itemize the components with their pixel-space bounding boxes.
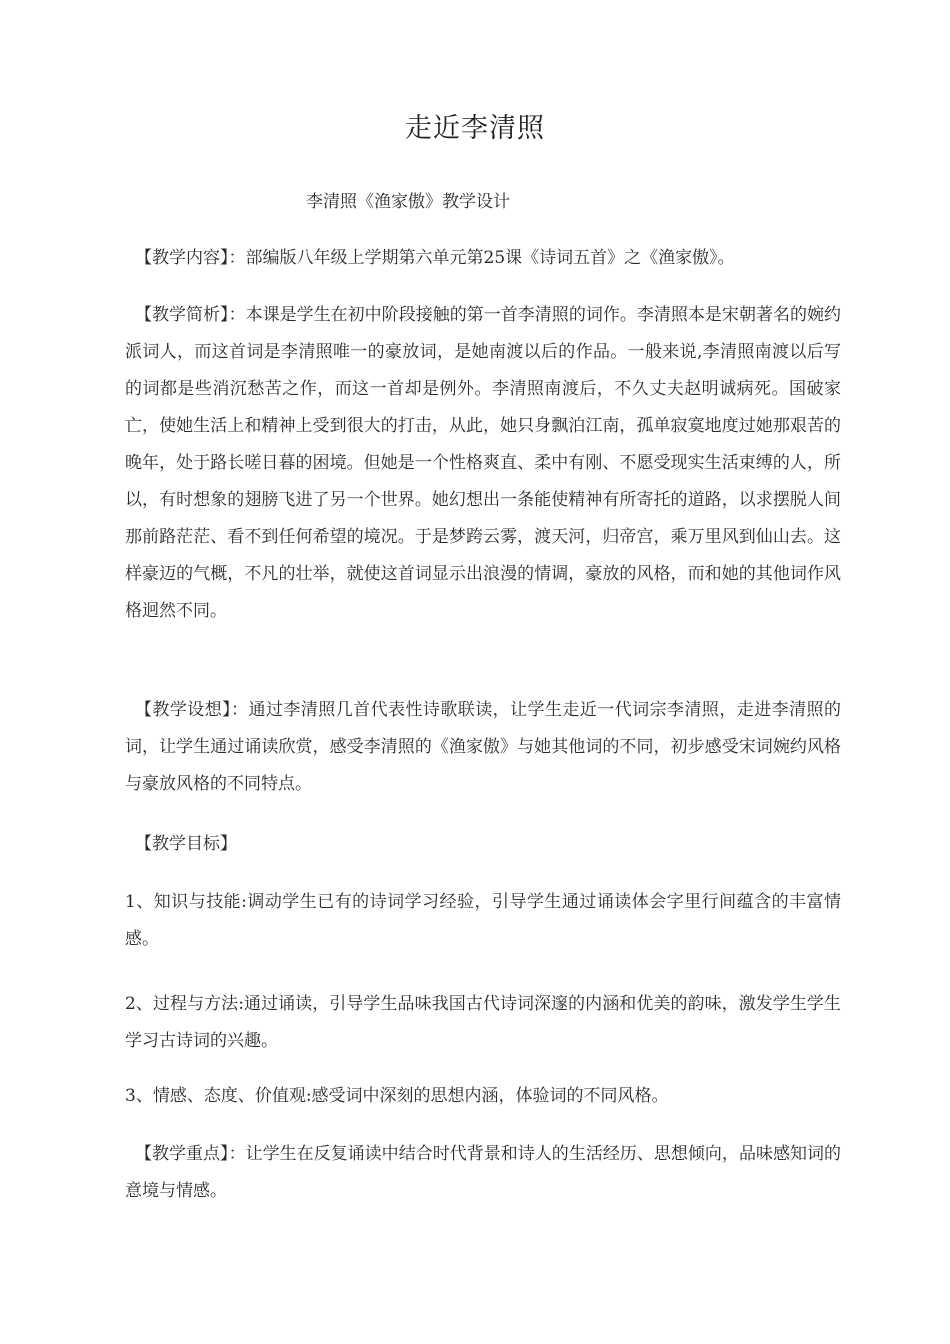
teaching-idea-paragraph — [125, 692, 841, 803]
document-title: 走近李清照 — [405, 113, 545, 144]
teaching-analysis-text: ：本课是学生在初中阶段接触的第一首李清照的词作。李清照本是宋朝著名的婉约派词人，而这首词是李清照唯一的豪放词，是她南渡以后的作品。一般来说,李清照南渡以后写的词都是些消沉愁苦之作，而这一首却是例外。李清照南渡后，不久丈夫赵明诚病死。国破家亡，使她生活上和精神上受到很大的打击，从此，她只身飘泊江南，孤单寂寞地度过她那艰苦的晚年，处于路长嗟日暮的困境。但她是一个性格爽直、柔中有刚、不愿受现实生活束缚的人，所以，有时想象的翅膀飞进了另一个世界。她幻想出一条能使精神有所寄托的道路，以求摆脱人间那前路茫茫、看不到任何希望的境况。于是梦跨云雾，渡天河，归帝宫，乘万里风到仙山去。这样豪迈的气概，不凡的壮举，就使这首词显示出浪漫的情调，豪放的风格，而和她的其他词作风格迥然不同。 — [125, 305, 842, 621]
teaching-analysis-paragraph — [125, 297, 841, 630]
teaching-goal-item: 2、过程与方法:通过诵读，引导学生品味我国古代诗词深邃的内涵和优美的韵味，激发学生学生学习古诗词的兴趣。 — [125, 994, 841, 1051]
teaching-idea-text: ：通过李清照几首代表性诗歌联读，让学生走近一代词宗李清照，走进李清照的词，让学生通过诵读欣赏，感受李清照的《渔家傲》与她其他词的不同，初步感受宋词婉约风格与豪放风格的不同特点。 — [125, 700, 841, 794]
teaching-analysis-label: 【教学简析】 — [135, 305, 229, 325]
teaching-content-paragraph — [125, 240, 841, 277]
teaching-key-points-paragraph — [125, 1136, 841, 1210]
teaching-idea-label: 【教学设想】 — [135, 700, 232, 720]
teaching-goal-item: 3、情感、态度、价值观:感受词中深刻的思想内涵，体验词的不同风格。 — [125, 1086, 669, 1106]
document-subtitle: 李清照《渔家傲》教学设计 — [306, 192, 510, 212]
teaching-content-text: ：部编版八年级上学期第六单元第25课《诗词五首》之《渔家傲》。 — [228, 248, 735, 268]
teaching-key-points-label: 【教学重点】 — [135, 1144, 229, 1164]
teaching-content-label: 【教学内容】 — [135, 248, 229, 268]
teaching-goals-heading: 【教学目标】 — [135, 834, 237, 854]
teaching-goal-item: 1、知识与技能:调动学生已有的诗词学习经验，引导学生通过诵读体会字里行间蕴含的丰富情感。 — [125, 892, 841, 949]
teaching-key-points-text: ：让学生在反复诵读中结合时代背景和诗人的生活经历、思想倾向，品味感知词的意境与情感。 — [125, 1144, 842, 1201]
